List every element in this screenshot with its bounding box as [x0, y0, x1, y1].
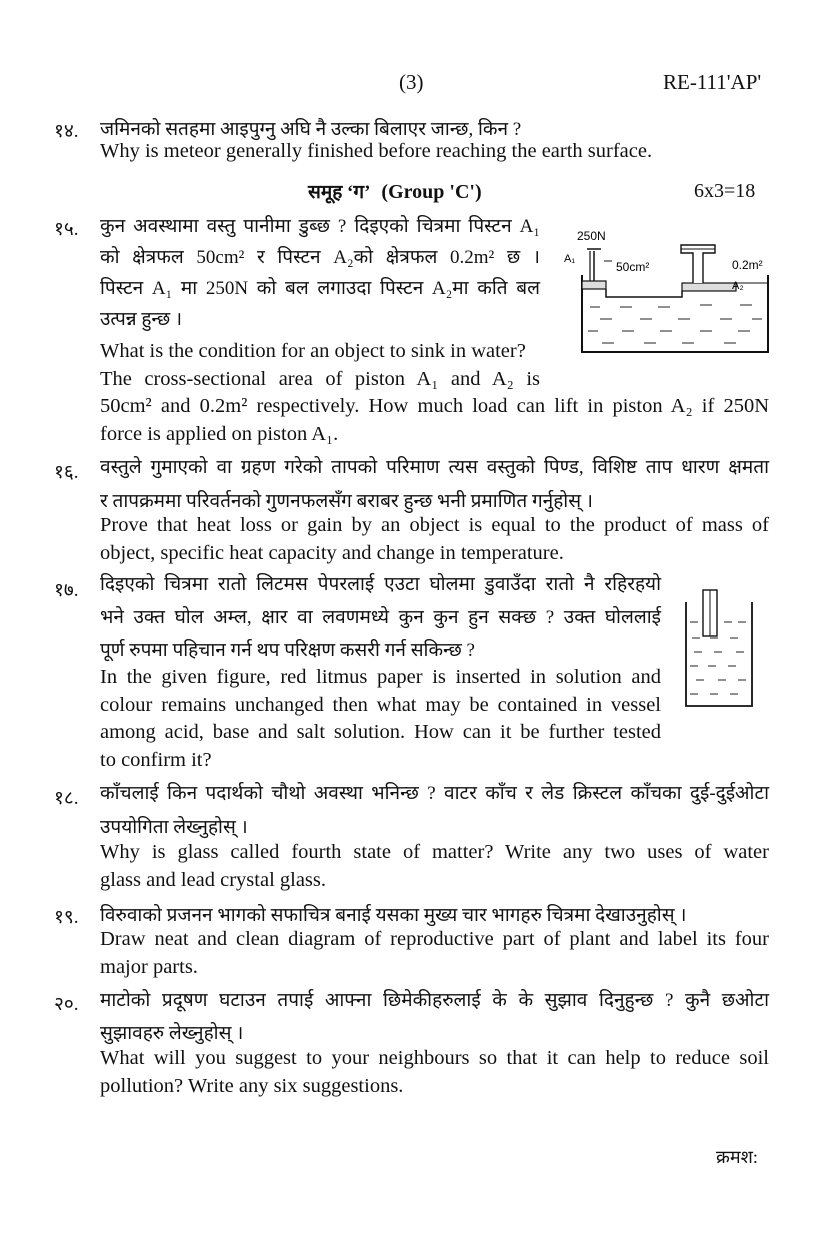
fig-a2-label: A₂ — [732, 280, 744, 292]
q14-english: Why is meteor generally finished before reaching the earth surface. — [100, 140, 653, 162]
q16-en-line1: Prove that heat loss or gain by an object is equal to the product of mass of — [100, 514, 769, 536]
q15-en-line3: 50cm² and 0.2m² respectively. How much load can lift in piston A₂ if 250N — [100, 395, 769, 417]
question-number-20: २०. — [54, 994, 79, 1015]
q15-en-line4: force is applied on piston A₁. — [100, 422, 339, 445]
q15-en-line2: The cross-sectional area of piston A₁ and A₂ is — [100, 367, 540, 390]
fig-area2-label: 0.2m² — [732, 258, 763, 272]
question-number-16: १६. — [54, 462, 79, 483]
fig-force-label: 250N — [577, 229, 606, 243]
q18-np-line2: उपयोगिता लेख्नुहोस् । — [100, 817, 248, 838]
q16-english — [100, 512, 769, 567]
q17-np-line3: पूर्ण रुपमा पहिचान गर्न थप परिक्षण कसरी गर्न सकिन्छ ? — [100, 640, 475, 661]
q18-nepali — [100, 777, 769, 845]
group-marks: 6x3=18 — [694, 180, 756, 202]
q18-en-line1: Why is glass called fourth state of matter? Write any two uses of water — [100, 841, 769, 863]
q15-np-line1: कुन अवस्थामा वस्तु पानीमा डुब्छ ? दिइएको चित्रमा पिस्टन A₁ — [100, 216, 540, 237]
q15-nepali — [100, 211, 540, 335]
fig-a1-label: A₁ — [564, 253, 576, 265]
question-number-15: १५. — [54, 219, 79, 240]
question-number-19: १९. — [54, 907, 79, 928]
hydraulic-press-figure — [560, 225, 780, 360]
q17-nepali — [100, 568, 661, 667]
q20-nepali — [100, 984, 769, 1050]
q20-np-line1: माटोको प्रदूषण घटाउन तपाई आफ्ना छिमेकीहरुलाई के के सुझाव दिनुहुन्छ ? कुनै छओटा — [100, 990, 769, 1011]
q15-english-a — [100, 338, 540, 393]
q17-english — [100, 664, 661, 774]
q18-np-line1: काँचलाई किन पदार्थको चौथो अवस्था भनिन्छ ? वाटर काँच र लेड क्रिस्टल काँचका दुई-दुईओटा — [100, 783, 769, 804]
fig-area1-label: 50cm² — [616, 260, 650, 274]
q18-en-line2: glass and lead crystal glass. — [100, 868, 327, 891]
question-number-14: १४. — [54, 121, 79, 142]
q17-np-line2: भने उक्त घोल अम्ल, क्षार वा लवणमध्ये कुन कुन हुन सक्छ ? उक्त घोललाई — [100, 607, 661, 628]
page-number: (3) — [399, 70, 424, 94]
question-number-17: १७. — [54, 580, 79, 601]
q16-nepali — [100, 451, 769, 519]
q19-english — [100, 926, 769, 981]
group-nepali: समूह ‘ग’ — [308, 182, 371, 203]
beaker-litmus-figure — [680, 588, 760, 713]
q17-en-line2: colour remains unchanged then what may be contained in vessel — [100, 693, 661, 716]
q15-np-line2: को क्षेत्रफल 50cm² र पिस्टन A₂को क्षेत्रफल 0.2m² छ । — [100, 247, 540, 268]
q19-en-line2: major parts. — [100, 955, 198, 978]
q20-en-line1: What will you suggest to your neighbours so that it can help to reduce soil — [100, 1047, 769, 1069]
q16-np-line1: वस्तुले गुमाएको वा ग्रहण गरेको तापको परिमाण त्यस वस्तुको पिण्ड, विशिष्ट ताप धारण क्षमता — [100, 457, 769, 478]
q17-np-line1: दिइएको चित्रमा रातो लिटमस पेपरलाई एउटा घोलमा डुवाउँदा रातो नै रहिरहयो — [100, 574, 661, 595]
continued-label: क्रमश: — [716, 1147, 758, 1167]
q17-en-line1: In the given figure, red litmus paper is inserted in solution and — [100, 666, 661, 688]
q15-en-line1: What is the condition for an object to sink in water? — [100, 340, 526, 362]
q20-np-line2: सुझावहरु लेख्नुहोस् । — [100, 1023, 244, 1044]
q17-en-line4: to confirm it? — [100, 748, 212, 771]
q16-en-line2: object, specific heat capacity and change in temperature. — [100, 541, 564, 564]
group-heading — [308, 178, 482, 204]
q17-en-line3: among acid, base and salt solution. How can it be further tested — [100, 721, 661, 743]
q19-nepali: विरुवाको प्रजनन भागको सफाचित्र बनाई यसका मुख्य चार भागहरु चित्रमा देखाउनुहोस् । — [100, 905, 687, 926]
q15-english-b — [100, 393, 769, 448]
q19-en-line1: Draw neat and clean diagram of reproductive part of plant and label its four — [100, 928, 769, 950]
q18-english — [100, 839, 769, 894]
paper-code: RE-111'AP' — [663, 70, 762, 94]
q20-english — [100, 1045, 769, 1100]
question-number-18: १८. — [54, 788, 79, 809]
group-english: (Group 'C') — [381, 181, 482, 203]
q20-en-line2: pollution? Write any six suggestions. — [100, 1074, 404, 1097]
q16-np-line2: र तापक्रममा परिवर्तनको गुणनफलसँग बराबर हुन्छ भनी प्रमाणित गर्नुहोस् । — [100, 491, 593, 512]
q14-nepali: जमिनको सतहमा आइपुग्नु अघि नै उल्का बिलाएर जान्छ, किन ? — [100, 119, 522, 140]
q15-np-line4: उत्पन्न हुन्छ । — [100, 309, 183, 330]
q15-np-line3: पिस्टन A₁ मा 250N को बल लगाउदा पिस्टन A₂मा कति बल — [100, 278, 540, 299]
